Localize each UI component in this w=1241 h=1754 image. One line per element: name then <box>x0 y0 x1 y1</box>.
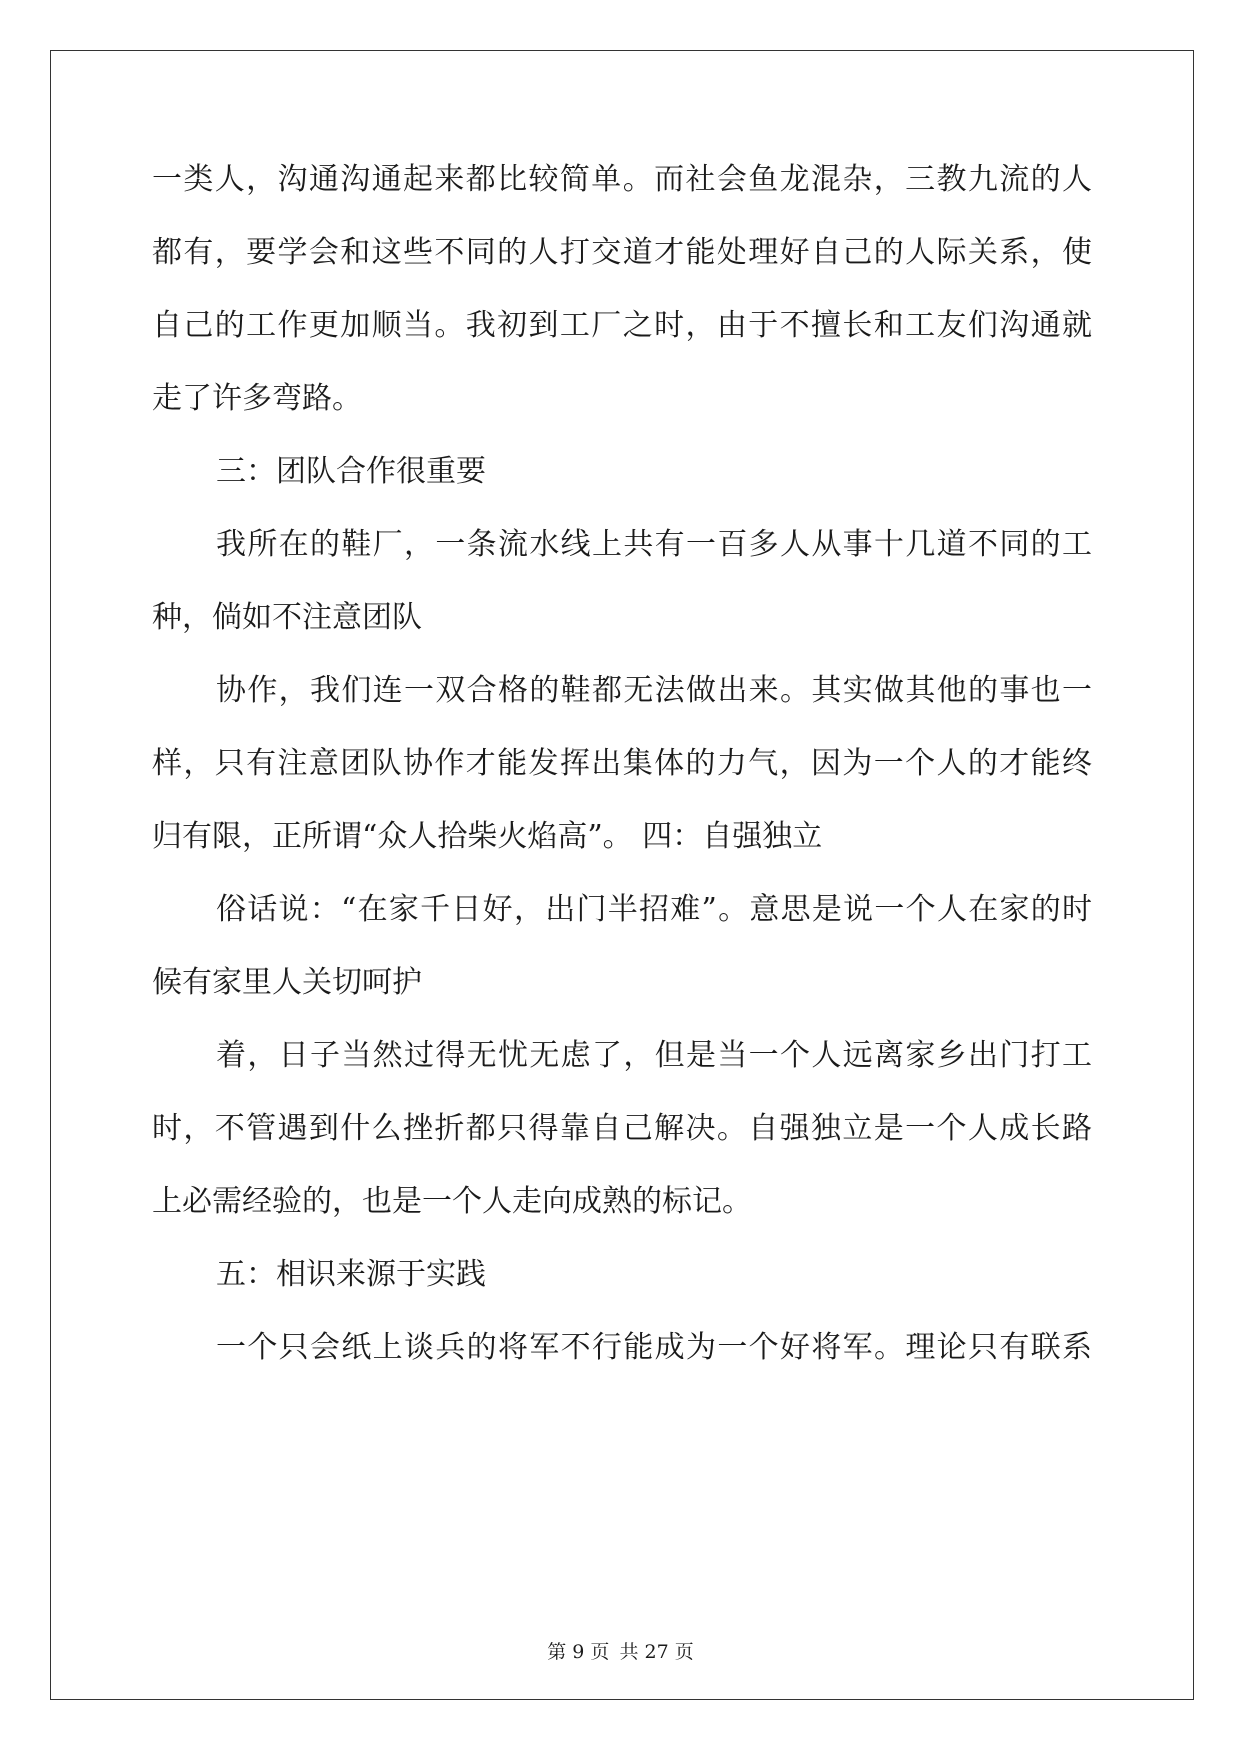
page-footer <box>0 1640 1241 1664</box>
text-line: 候有家里人关切呵护 <box>152 965 422 1000</box>
section-heading: 三：团队合作很重要 <box>216 454 486 489</box>
text-line: 一类人，沟通沟通起来都比较简单。而社会鱼龙混杂，三教九流的人 <box>152 162 1092 197</box>
text-line: 自己的工作更加顺当。我初到工厂之时，由于不擅长和工友们沟通就 <box>152 308 1092 343</box>
text-line: 一个只会纸上谈兵的将军不行能成为一个好将军。理论只有联系 <box>216 1330 1092 1365</box>
page-total: 共 27 页 <box>619 1641 694 1663</box>
text-line: 上必需经验的，也是一个人走向成熟的标记。 <box>152 1184 752 1219</box>
text-line: 走了许多弯路。 <box>152 381 362 416</box>
text-line: 时，不管遇到什么挫折都只得靠自己解决。自强独立是一个人成长路 <box>152 1111 1092 1146</box>
text-line: 协作，我们连一双合格的鞋都无法做出来。其实做其他的事也一 <box>216 673 1092 708</box>
text-line: 都有，要学会和这些不同的人打交道才能处理好自己的人际关系，使 <box>152 235 1092 270</box>
page-border <box>50 50 1194 1700</box>
text-line: 着，日子当然过得无忧无虑了，但是当一个人远离家乡出门打工 <box>216 1038 1092 1073</box>
text-line: 归有限，正所谓“众人拾柴火焰高”。 四：自强独立 <box>152 819 823 854</box>
text-line: 我所在的鞋厂，一条流水线上共有一百多人从事十几道不同的工 <box>216 527 1092 562</box>
page-number: 第 9 页 <box>547 1641 610 1663</box>
text-line: 种，倘如不注意团队 <box>152 600 422 635</box>
text-line: 样，只有注意团队协作才能发挥出集体的力气，因为一个人的才能终 <box>152 746 1092 781</box>
text-line: 俗话说：“在家千日好，出门半招难”。意思是说一个人在家的时 <box>216 892 1092 927</box>
section-heading: 五：相识来源于实践 <box>216 1257 486 1292</box>
